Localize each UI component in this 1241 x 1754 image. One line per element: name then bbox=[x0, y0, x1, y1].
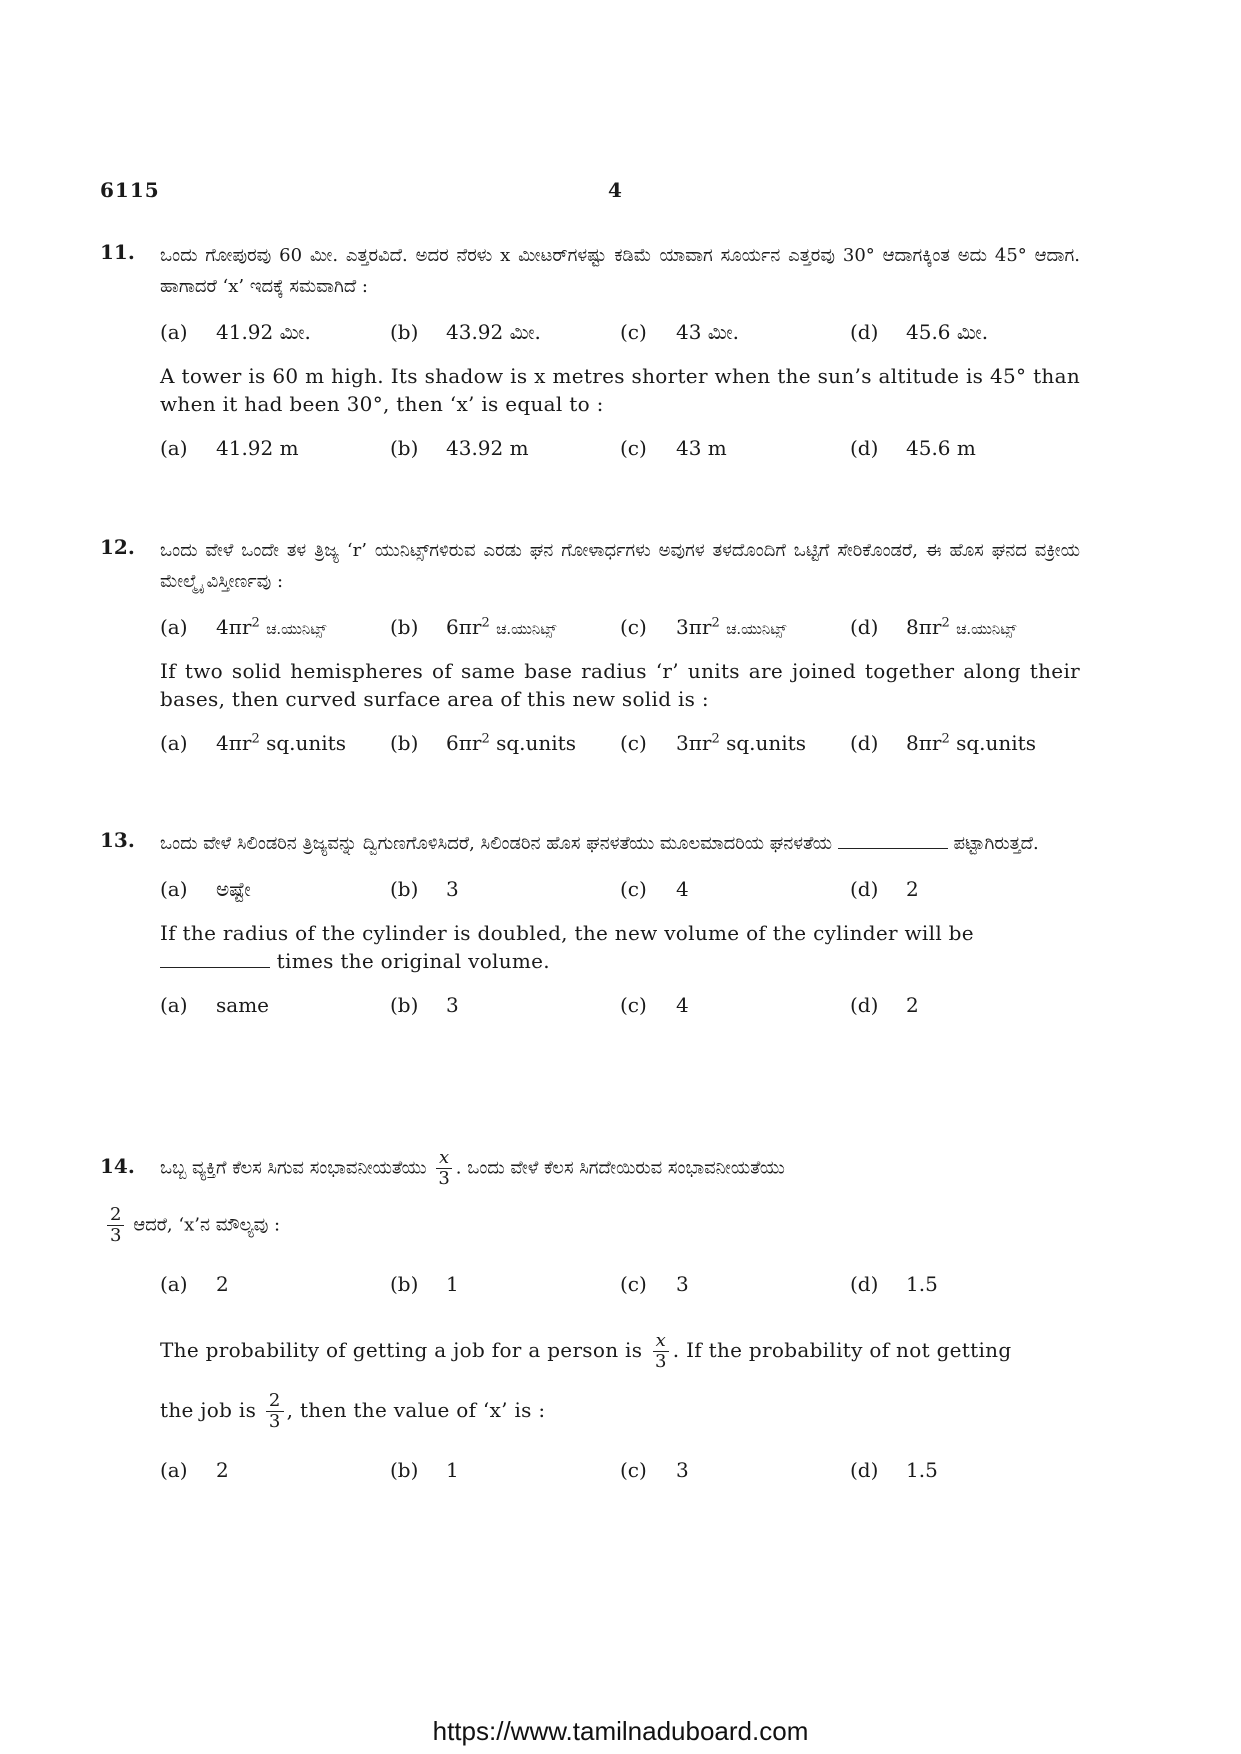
option-c bbox=[620, 731, 850, 755]
option-label: (d) bbox=[850, 436, 879, 460]
option-label: (a) bbox=[160, 615, 188, 639]
options-kannada bbox=[160, 877, 1080, 901]
options-english bbox=[160, 436, 1080, 460]
option-b bbox=[390, 1458, 620, 1482]
options-kannada bbox=[160, 615, 1080, 639]
option-text: 41.92 m bbox=[216, 436, 299, 460]
option-label: (a) bbox=[160, 993, 188, 1017]
option-label: (c) bbox=[620, 1272, 647, 1296]
option-label: (b) bbox=[390, 320, 419, 344]
option-text: 2 bbox=[216, 1458, 229, 1482]
footer-url[interactable]: https://www.tamilnaduboard.com bbox=[432, 1716, 809, 1746]
option-text: 3 bbox=[676, 1458, 689, 1482]
question-text-kannada bbox=[160, 828, 1080, 859]
fraction-2-over-3 bbox=[107, 1205, 124, 1246]
option-c bbox=[620, 436, 850, 460]
option-d bbox=[850, 320, 1080, 344]
option-label: (b) bbox=[390, 1272, 419, 1296]
fraction-numerator: x bbox=[436, 1148, 452, 1169]
option-text: 45.6 m bbox=[906, 436, 976, 460]
option-coef: 4πr bbox=[216, 731, 252, 755]
question-text-kannada: ಒಂದು ವೇಳೆ ಒಂದೇ ತಳ ತ್ರಿಜ್ಯ ‘r’ ಯುನಿಟ್ಸ್‌ಗಳಿರುವ ಎರಡು ಘನ ಗೋಳಾರ್ಧಗಳು ಅವುಗಳ ತಳದೊಂದಿಗೆ ಒಟ್ಟಿಗೆ ಸೇರಿಕೊಂಡರೆ, ಈ ಹೊಸ ಘನದ ವಕ್ರೀಯ ಮೇಲ್ಮೈ ವಿಸ್ತೀರ್ಣವು : bbox=[160, 540, 1080, 592]
option-text: 4 bbox=[676, 993, 689, 1017]
question-text-part: . If the probability of not getting bbox=[672, 1338, 1012, 1362]
options-english bbox=[160, 731, 1080, 755]
option-d bbox=[850, 1458, 1080, 1482]
option-exponent: 2 bbox=[481, 615, 490, 631]
question-text-kannada: ಒಂದು ಗೋಪುರವು 60 ಮೀ. ಎತ್ತರವಿದೆ. ಅದರ ನೆರಳು x ಮೀಟರ್‌ಗಳಷ್ಟು ಕಡಿಮೆ ಯಾವಾಗ ಸೂರ್ಯನ ಎತ್ತರವು 30° ಆದಾಗಕ್ಕಿಂತ ಅದು 45° ಆದಾಗ. ಹಾಗಾದರೆ ‘x’ ಇದಕ್ಕೆ ಸಮವಾಗಿದೆ : bbox=[160, 245, 1080, 297]
option-text: 45.6 ಮೀ. bbox=[906, 320, 989, 344]
option-label: (a) bbox=[160, 731, 188, 755]
option-text: 43.92 ಮೀ. bbox=[446, 320, 541, 344]
option-text: 1.5 bbox=[906, 1458, 938, 1482]
option-label: (d) bbox=[850, 993, 879, 1017]
option-d bbox=[850, 877, 1080, 901]
option-c bbox=[620, 1272, 850, 1296]
fraction-denominator: 3 bbox=[654, 1351, 667, 1372]
option-text: 43 m bbox=[676, 436, 727, 460]
question-text-part: . ಒಂದು ವೇಳೆ ಕೆಲಸ ಸಿಗದೇಯಿರುವ ಸಂಭಾವನೀಯತೆಯು bbox=[455, 1157, 785, 1179]
option-label: (b) bbox=[390, 615, 419, 639]
option-unit: sq.units bbox=[726, 731, 806, 755]
option-exponent: 2 bbox=[711, 615, 720, 631]
option-a bbox=[160, 615, 390, 639]
option-text: ಅಷ್ಟೇ bbox=[216, 877, 251, 901]
option-label: (d) bbox=[850, 731, 879, 755]
option-c bbox=[620, 877, 850, 901]
question-number: 13. bbox=[100, 828, 135, 852]
option-a bbox=[160, 877, 390, 901]
option-a bbox=[160, 436, 390, 460]
option-b bbox=[390, 877, 620, 901]
option-coef: 8πr bbox=[906, 615, 942, 639]
option-text: 2 bbox=[906, 877, 919, 901]
option-label: (a) bbox=[160, 320, 188, 344]
options-english bbox=[160, 1458, 1080, 1482]
option-unit: sq.units bbox=[956, 731, 1036, 755]
option-label: (d) bbox=[850, 615, 879, 639]
option-coef: 4πr bbox=[216, 615, 252, 639]
option-exponent: 2 bbox=[251, 731, 260, 747]
option-coef: 8πr bbox=[906, 731, 942, 755]
option-label: (b) bbox=[390, 993, 419, 1017]
question-number: 11. bbox=[100, 240, 135, 264]
option-text: 4 bbox=[676, 877, 689, 901]
fraction-denominator: 3 bbox=[438, 1168, 450, 1189]
fraction-numerator: 2 bbox=[107, 1205, 124, 1226]
option-coef: 3πr bbox=[676, 615, 712, 639]
option-label: (d) bbox=[850, 320, 879, 344]
option-unit: ಚ.ಯುನಿಟ್ಸ್ bbox=[726, 620, 787, 638]
paper-code: 6115 bbox=[100, 178, 160, 202]
option-label: (c) bbox=[620, 1458, 647, 1482]
question-text-part: ಆದರೆ, ‘x’ನ ಮೌಲ್ಯವು : bbox=[133, 1214, 281, 1236]
question-text-part: ಪಟ್ಟಾಗಿರುತ್ತದೆ. bbox=[953, 833, 1039, 854]
option-exponent: 2 bbox=[941, 731, 950, 747]
option-label: (d) bbox=[850, 1272, 879, 1296]
question-12 bbox=[100, 535, 1080, 773]
option-text: 3 bbox=[446, 877, 459, 901]
options-english bbox=[160, 993, 1080, 1017]
option-label: (c) bbox=[620, 877, 647, 901]
fraction-numerator: 2 bbox=[266, 1391, 284, 1412]
option-text: same bbox=[216, 993, 269, 1017]
question-text-english bbox=[160, 919, 1080, 975]
option-label: (c) bbox=[620, 436, 647, 460]
option-text: 3 bbox=[676, 1272, 689, 1296]
option-b bbox=[390, 731, 620, 755]
option-coef: 6πr bbox=[446, 615, 482, 639]
option-text: 1.5 bbox=[906, 1272, 938, 1296]
question-14 bbox=[100, 1148, 1080, 1500]
question-text-english bbox=[160, 1330, 1080, 1372]
question-text-part: ಒಬ್ಬ ವ್ಯಕ್ತಿಗೆ ಕೆಲಸ ಸಿಗುವ ಸಂಭಾವನೀಯತೆಯು bbox=[160, 1157, 427, 1179]
option-d bbox=[850, 615, 1080, 639]
option-b bbox=[390, 320, 620, 344]
option-c bbox=[620, 615, 850, 639]
option-text: 1 bbox=[446, 1272, 459, 1296]
option-unit: ಚ.ಯುನಿಟ್ಸ್ bbox=[496, 620, 557, 638]
option-a bbox=[160, 993, 390, 1017]
option-label: (b) bbox=[390, 436, 419, 460]
option-unit: sq.units bbox=[496, 731, 576, 755]
option-label: (c) bbox=[620, 320, 647, 344]
fraction-2-over-3 bbox=[266, 1391, 284, 1432]
option-text: 43.92 m bbox=[446, 436, 529, 460]
question-text-english: If two solid hemispheres of same base radius ‘r’ units are joined together along their bases, then curved surface area of this new solid is : bbox=[160, 659, 1080, 711]
option-text: 3 bbox=[446, 993, 459, 1017]
option-coef: 6πr bbox=[446, 731, 482, 755]
option-exponent: 2 bbox=[941, 615, 950, 631]
fraction-denominator: 3 bbox=[110, 1225, 122, 1246]
option-exponent: 2 bbox=[711, 731, 720, 747]
option-label: (c) bbox=[620, 731, 647, 755]
question-text-kannada bbox=[160, 1148, 1080, 1189]
option-c bbox=[620, 320, 850, 344]
option-label: (c) bbox=[620, 615, 647, 639]
option-label: (b) bbox=[390, 731, 419, 755]
option-label: (a) bbox=[160, 436, 188, 460]
question-text-part: times the original volume. bbox=[276, 949, 550, 973]
option-label: (b) bbox=[390, 1458, 419, 1482]
option-coef: 3πr bbox=[676, 731, 712, 755]
question-11 bbox=[100, 240, 1080, 478]
fraction-x-over-3 bbox=[435, 1148, 452, 1189]
question-number: 12. bbox=[100, 535, 135, 559]
question-text-english-line2 bbox=[160, 1390, 1080, 1432]
option-d bbox=[850, 731, 1080, 755]
option-text: 2 bbox=[216, 1272, 229, 1296]
question-13 bbox=[100, 828, 1080, 1035]
question-text-part: the job is bbox=[160, 1398, 257, 1422]
option-a bbox=[160, 320, 390, 344]
option-c bbox=[620, 993, 850, 1017]
option-label: (a) bbox=[160, 1272, 188, 1296]
option-text: 1 bbox=[446, 1458, 459, 1482]
option-exponent: 2 bbox=[251, 615, 260, 631]
fraction-x-over-3 bbox=[652, 1331, 670, 1372]
option-b bbox=[390, 993, 620, 1017]
option-text: 41.92 ಮೀ. bbox=[216, 320, 311, 344]
question-text-kannada-line2 bbox=[104, 1205, 1080, 1246]
question-number: 14. bbox=[100, 1154, 135, 1178]
fraction-numerator: x bbox=[653, 1331, 669, 1352]
page-number: 4 bbox=[608, 178, 623, 202]
option-label: (d) bbox=[850, 1458, 879, 1482]
option-unit: ಚ.ಯುನಿಟ್ಸ್ bbox=[266, 620, 327, 638]
option-d bbox=[850, 993, 1080, 1017]
answer-blank bbox=[838, 848, 948, 849]
option-label: (d) bbox=[850, 877, 879, 901]
option-label: (b) bbox=[390, 877, 419, 901]
question-text-english: A tower is 60 m high. Its shadow is x metres shorter when the sun’s altitude is 45° than when it had been 30°, then ‘x’ is equal to : bbox=[160, 364, 1080, 416]
option-c bbox=[620, 1458, 850, 1482]
option-a bbox=[160, 1272, 390, 1296]
option-label: (a) bbox=[160, 1458, 188, 1482]
option-b bbox=[390, 1272, 620, 1296]
options-kannada bbox=[160, 320, 1080, 344]
option-text: 43 ಮೀ. bbox=[676, 320, 740, 344]
option-unit: ಚ.ಯುನಿಟ್ಸ್ bbox=[956, 620, 1017, 638]
option-d bbox=[850, 436, 1080, 460]
question-text-part: ಒಂದು ವೇಳೆ ಸಿಲಿಂಡರಿನ ತ್ರಿಜ್ಯವನ್ನು ದ್ವಿಗುಣಗೊಳಿಸಿದರೆ, ಸಿಲಿಂಡರಿನ ಹೊಸ ಘನಳತೆಯು ಮೂಲಮಾದರಿಯ ಘನಳತೆಯ bbox=[160, 833, 833, 854]
option-unit: sq.units bbox=[266, 731, 346, 755]
option-d bbox=[850, 1272, 1080, 1296]
fraction-denominator: 3 bbox=[268, 1411, 281, 1432]
option-label: (a) bbox=[160, 877, 188, 901]
option-a bbox=[160, 1458, 390, 1482]
answer-blank bbox=[160, 967, 270, 968]
option-b bbox=[390, 436, 620, 460]
question-text-part: The probability of getting a job for a person is bbox=[160, 1338, 643, 1362]
option-exponent: 2 bbox=[481, 731, 490, 747]
option-a bbox=[160, 731, 390, 755]
question-text-part: If the radius of the cylinder is doubled, the new volume of the cylinder will be bbox=[160, 921, 974, 945]
option-label: (c) bbox=[620, 993, 647, 1017]
question-text-part: , then the value of ‘x’ is : bbox=[286, 1398, 546, 1422]
option-text: 2 bbox=[906, 993, 919, 1017]
options-kannada bbox=[160, 1272, 1080, 1296]
option-b bbox=[390, 615, 620, 639]
